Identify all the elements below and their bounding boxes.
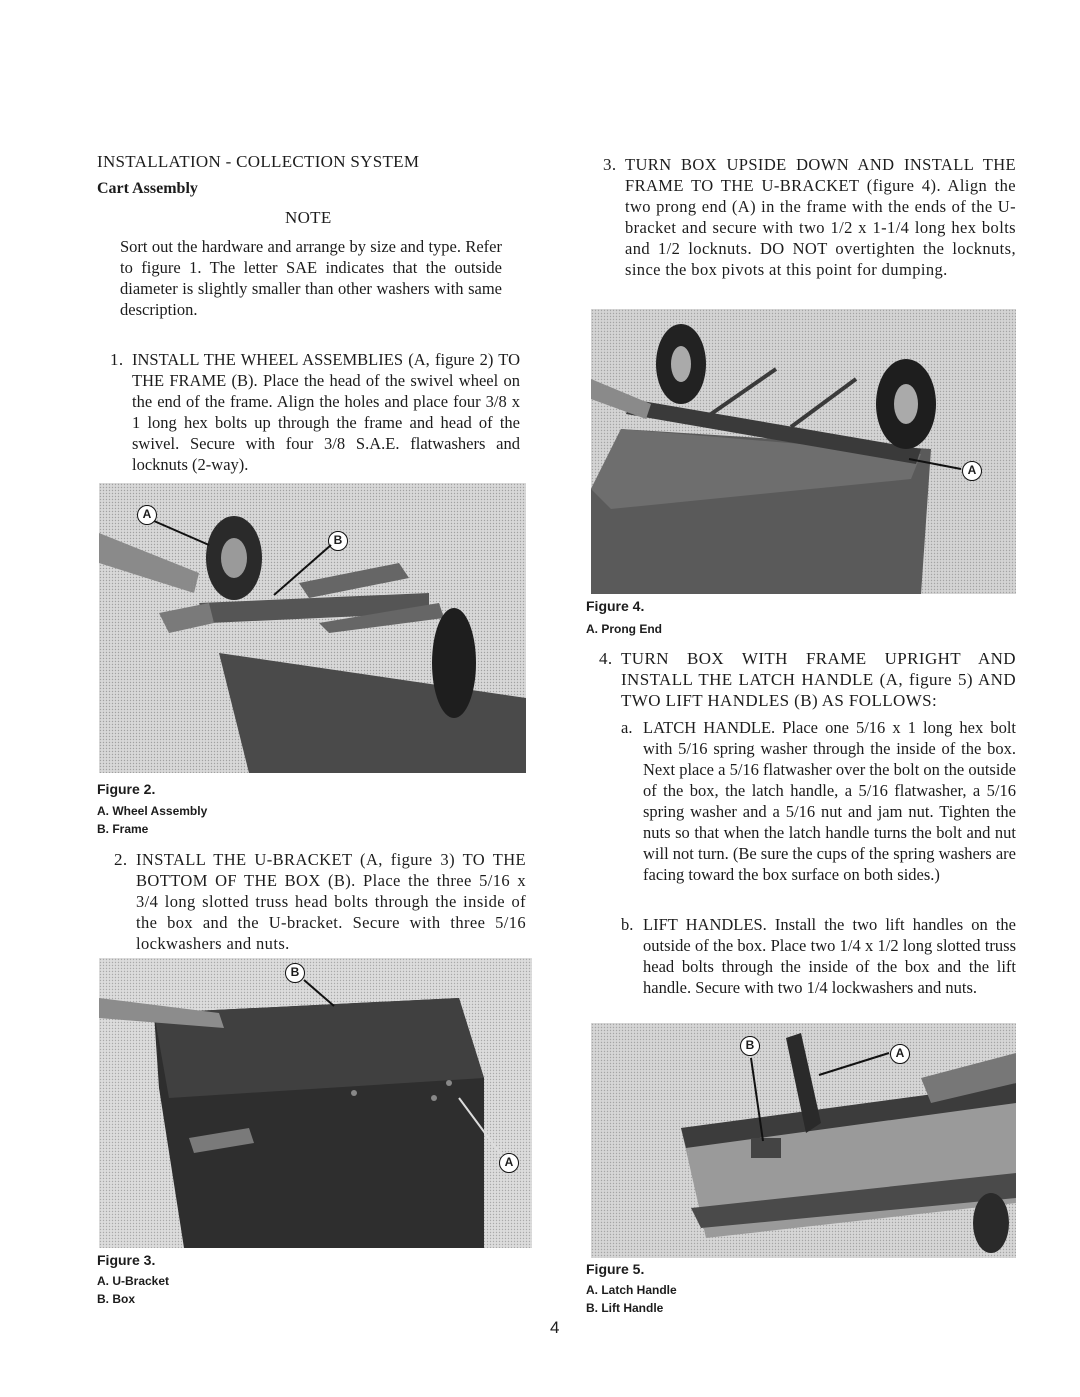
- note-title: NOTE: [285, 208, 332, 227]
- step-2-number: 2.: [114, 850, 128, 869]
- step-2-text: INSTALL THE U-BRACKET (A, figure 3) TO THE BOTTOM OF THE BOX (B). Place the three 5/16 x 3/4 long slotted truss head bolts through the inside of the box and the U-bracket. Secure with three 5/16 lockwashers and nuts.: [136, 850, 526, 953]
- step-1-number: 1.: [110, 350, 124, 369]
- step-3: [603, 154, 1016, 280]
- step-1: [110, 349, 520, 475]
- figure-4-item-a: A. Prong End: [586, 622, 662, 636]
- figure-3-item-a: A. U-Bracket: [97, 1274, 170, 1288]
- callout-label: B: [333, 533, 343, 547]
- figure-5-title: Figure 5.: [586, 1261, 645, 1277]
- step-4b-text: LIFT HANDLES. Install the two lift handles on the outside of the box. Place two 1/4 x 1/2 long slotted truss head bolts through the inside of the box and the lift handle. Secure with two 1/4 lockwashers and nuts.: [643, 915, 1016, 997]
- figure-3-leader-lines: [99, 958, 532, 1248]
- figure-5-item-b: B. Lift Handle: [586, 1301, 664, 1315]
- step-4b: [621, 914, 1016, 998]
- callout-label: A: [504, 1155, 514, 1169]
- figure-5-item-a: A. Latch Handle: [586, 1283, 677, 1297]
- callout-label: B: [745, 1038, 755, 1052]
- step-3-number: 3.: [603, 155, 617, 174]
- step-4-number: 4.: [599, 649, 613, 668]
- callout-label: A: [142, 507, 152, 521]
- callout-label: A: [895, 1046, 905, 1060]
- callout-label: A: [967, 463, 977, 477]
- section-heading: INSTALLATION - COLLECTION SYSTEM: [97, 152, 420, 171]
- note-text: Sort out the hardware and arrange by size and type. Refer to figure 1. The letter SAE indicates that the outside diameter is slightly smaller than other washers with same description.: [120, 237, 502, 319]
- step-4a-letter: a.: [621, 718, 633, 737]
- figure-2-item-a: A. Wheel Assembly: [97, 804, 208, 818]
- figure-2-leader-lines: [99, 483, 526, 773]
- step-4-text: TURN BOX WITH FRAME UPRIGHT AND INSTALL THE LATCH HANDLE (A, figure 5) AND TWO LIFT HANDLES (B) AS FOLLOWS:: [621, 649, 1016, 710]
- figure-3-title: Figure 3.: [97, 1252, 156, 1268]
- figure-2-item-b: B. Frame: [97, 822, 149, 836]
- figure-4-title: Figure 4.: [586, 598, 645, 614]
- step-4a-text: LATCH HANDLE. Place one 5/16 x 1 long hex bolt with 5/16 spring washer through the inside of the box. Next place a 5/16 flatwasher over the bolt on the outside of the box, the latch handle, a 5/16 flatwasher, a 5/16 spring washer and a 5/16 nut and jam nut. Tighten the nuts so that when the latch handle turns the bolt and nut will not turn. (Be sure the cups of the spring washers are facing toward the box surface on both sides.): [643, 718, 1016, 884]
- figure-3-item-b: B. Box: [97, 1292, 136, 1306]
- step-4: [599, 648, 1016, 711]
- step-4a: [621, 717, 1016, 885]
- figure-2-title: Figure 2.: [97, 781, 156, 797]
- figure-4-leader-line: [591, 309, 1016, 594]
- step-1-text: INSTALL THE WHEEL ASSEMBLIES (A, figure 2) TO THE FRAME (B). Place the head of the swivel wheel on the end of the frame. Align the holes and place four 3/8 x 1 long hex bolts up through the frame and head of the swivel. Secure with four 3/8 S.A.E. flatwashers and locknuts (2-way).: [132, 350, 520, 474]
- callout-label: B: [290, 965, 300, 979]
- step-2: [114, 849, 526, 954]
- page-number: 4: [550, 1318, 560, 1337]
- step-4b-letter: b.: [621, 915, 634, 934]
- figure-5-leader-lines: [591, 1023, 1016, 1258]
- subsection-heading: Cart Assembly: [97, 180, 198, 197]
- step-3-text: TURN BOX UPSIDE DOWN AND INSTALL THE FRAME TO THE U-BRACKET (figure 4). Align the two prong end (A) in the frame with the ends of the U-bracket and secure with two 1/2 x 1-1/4 long hex bolts and 1/2 locknuts. DO NOT overtighten the locknuts, since the box pivots at this point for dumping.: [625, 155, 1016, 279]
